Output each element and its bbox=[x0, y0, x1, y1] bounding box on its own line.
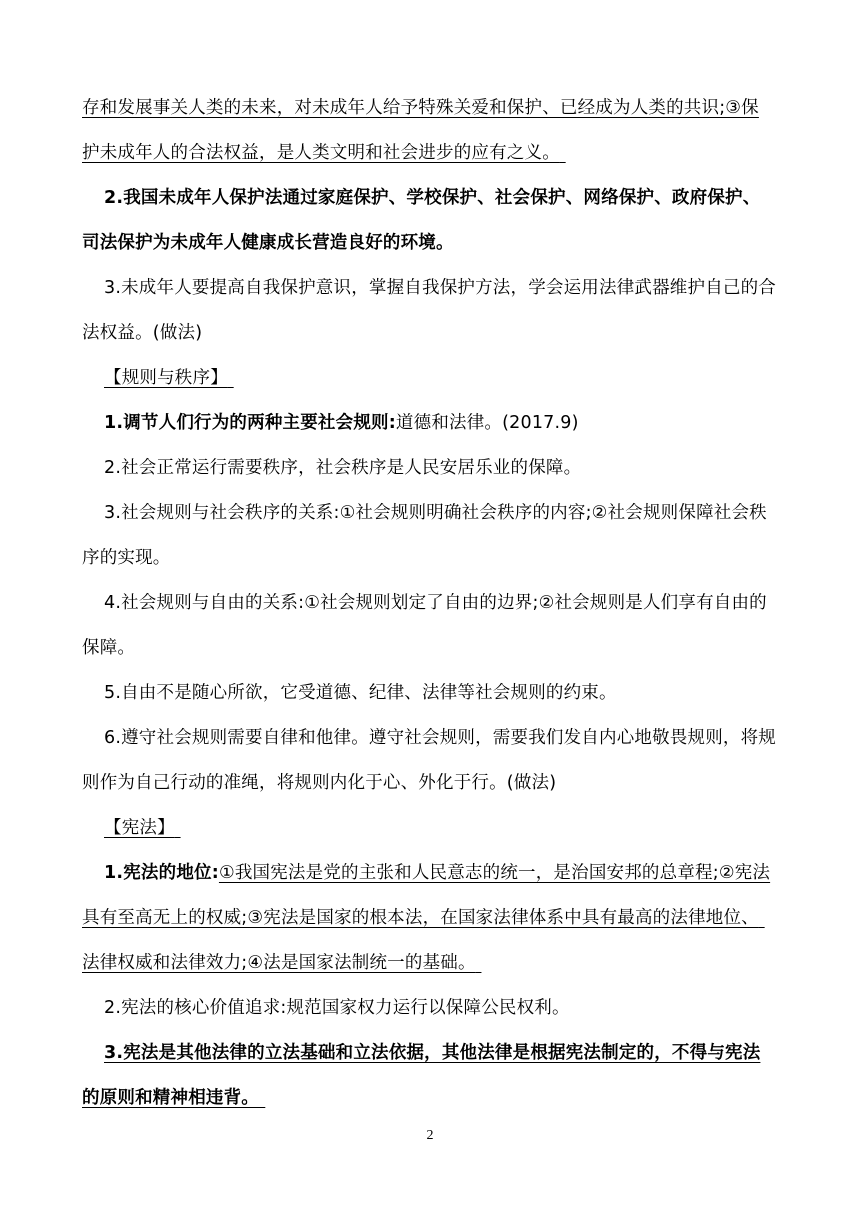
text-line bbox=[82, 1086, 782, 1110]
text-span: 4.社会规则与自由的关系:①社会规则划定了自由的边界;②社会规则是人们享有自由的 bbox=[104, 593, 767, 613]
text-span: 法律权威和法律效力;④法是国家法制统一的基础。 bbox=[82, 953, 476, 973]
text-span: 存和发展事关人类的未来，对未成年人给予特殊关爱和保护、已经成为人类的共识;③保 bbox=[82, 98, 759, 118]
text-line bbox=[82, 771, 782, 795]
text-line bbox=[104, 276, 804, 300]
text-line bbox=[82, 906, 782, 930]
text-span-bold: 1.调节人们行为的两种主要社会规则: bbox=[104, 413, 396, 433]
text-line bbox=[104, 726, 804, 750]
text-span: 具有至高无上的权威;③宪法是国家的根本法，在国家法律体系中具有最高的法律地位、 bbox=[82, 908, 759, 928]
text-line bbox=[104, 996, 804, 1020]
text-span: 6.遵守社会规则需要自律和他律。遵守社会规则，需要我们发自内心地敬畏规则，将规 bbox=[104, 728, 776, 748]
text-line bbox=[104, 1041, 804, 1065]
text-span: 道德和法律。(2017.9) bbox=[395, 413, 579, 433]
text-span: 保障。 bbox=[82, 638, 136, 658]
text-span: 3.宪法是其他法律的立法基础和立法依据，其他法律是根据宪法制定的，不得与宪法 bbox=[104, 1043, 761, 1063]
heading-text: 【宪法】 bbox=[104, 818, 175, 838]
text-span: 法权益。(做法) bbox=[82, 323, 203, 343]
text-line bbox=[82, 231, 782, 255]
text-span: 2.社会正常运行需要秩序，社会秩序是人民安居乐业的保障。 bbox=[104, 458, 582, 478]
text-span: 护未成年人的合法权益，是人类文明和社会进步的应有之义。 bbox=[82, 143, 560, 163]
text-line bbox=[82, 96, 782, 120]
text-span-bold: 1.宪法的地位: bbox=[104, 863, 219, 883]
text-span: 3.未成年人要提高自我保护意识，掌握自我保护方法，学会运用法律武器维护自己的合 bbox=[104, 278, 776, 298]
text-line bbox=[104, 681, 804, 705]
text-span: 的原则和精神相违背。 bbox=[82, 1088, 259, 1108]
text-line bbox=[104, 591, 804, 615]
section-heading bbox=[104, 366, 804, 390]
heading-text: 【规则与秩序】 bbox=[104, 368, 228, 388]
text-line bbox=[104, 411, 804, 435]
text-span: 则作为自己行动的准绳，将规则内化于心、外化于行。(做法) bbox=[82, 773, 557, 793]
text-line bbox=[104, 186, 804, 210]
text-line bbox=[82, 321, 782, 345]
text-span: 3.社会规则与社会秩序的关系:①社会规则明确社会秩序的内容;②社会规则保障社会秩 bbox=[104, 503, 767, 523]
text-span: 5.自由不是随心所欲，它受道德、纪律、法律等社会规则的约束。 bbox=[104, 683, 617, 703]
text-line bbox=[82, 141, 782, 165]
text-span: 司法保护为未成年人健康成长营造良好的环境。 bbox=[82, 233, 454, 253]
text-line bbox=[104, 501, 804, 525]
section-heading bbox=[104, 816, 804, 840]
text-span: ①我国宪法是党的主张和人民意志的统一，是治国安邦的总章程;②宪法 bbox=[218, 863, 771, 883]
text-span: 2.我国未成年人保护法通过家庭保护、学校保护、社会保护、网络保护、政府保护、 bbox=[104, 188, 761, 208]
text-line bbox=[82, 636, 782, 660]
text-line bbox=[82, 546, 782, 570]
text-line bbox=[82, 951, 782, 975]
text-line bbox=[104, 861, 804, 885]
text-span: 序的实现。 bbox=[82, 548, 171, 568]
page-number: 2 bbox=[426, 1128, 434, 1143]
text-line bbox=[104, 456, 804, 480]
text-span: 2.宪法的核心价值追求:规范国家权力运行以保障公民权利。 bbox=[104, 998, 570, 1018]
